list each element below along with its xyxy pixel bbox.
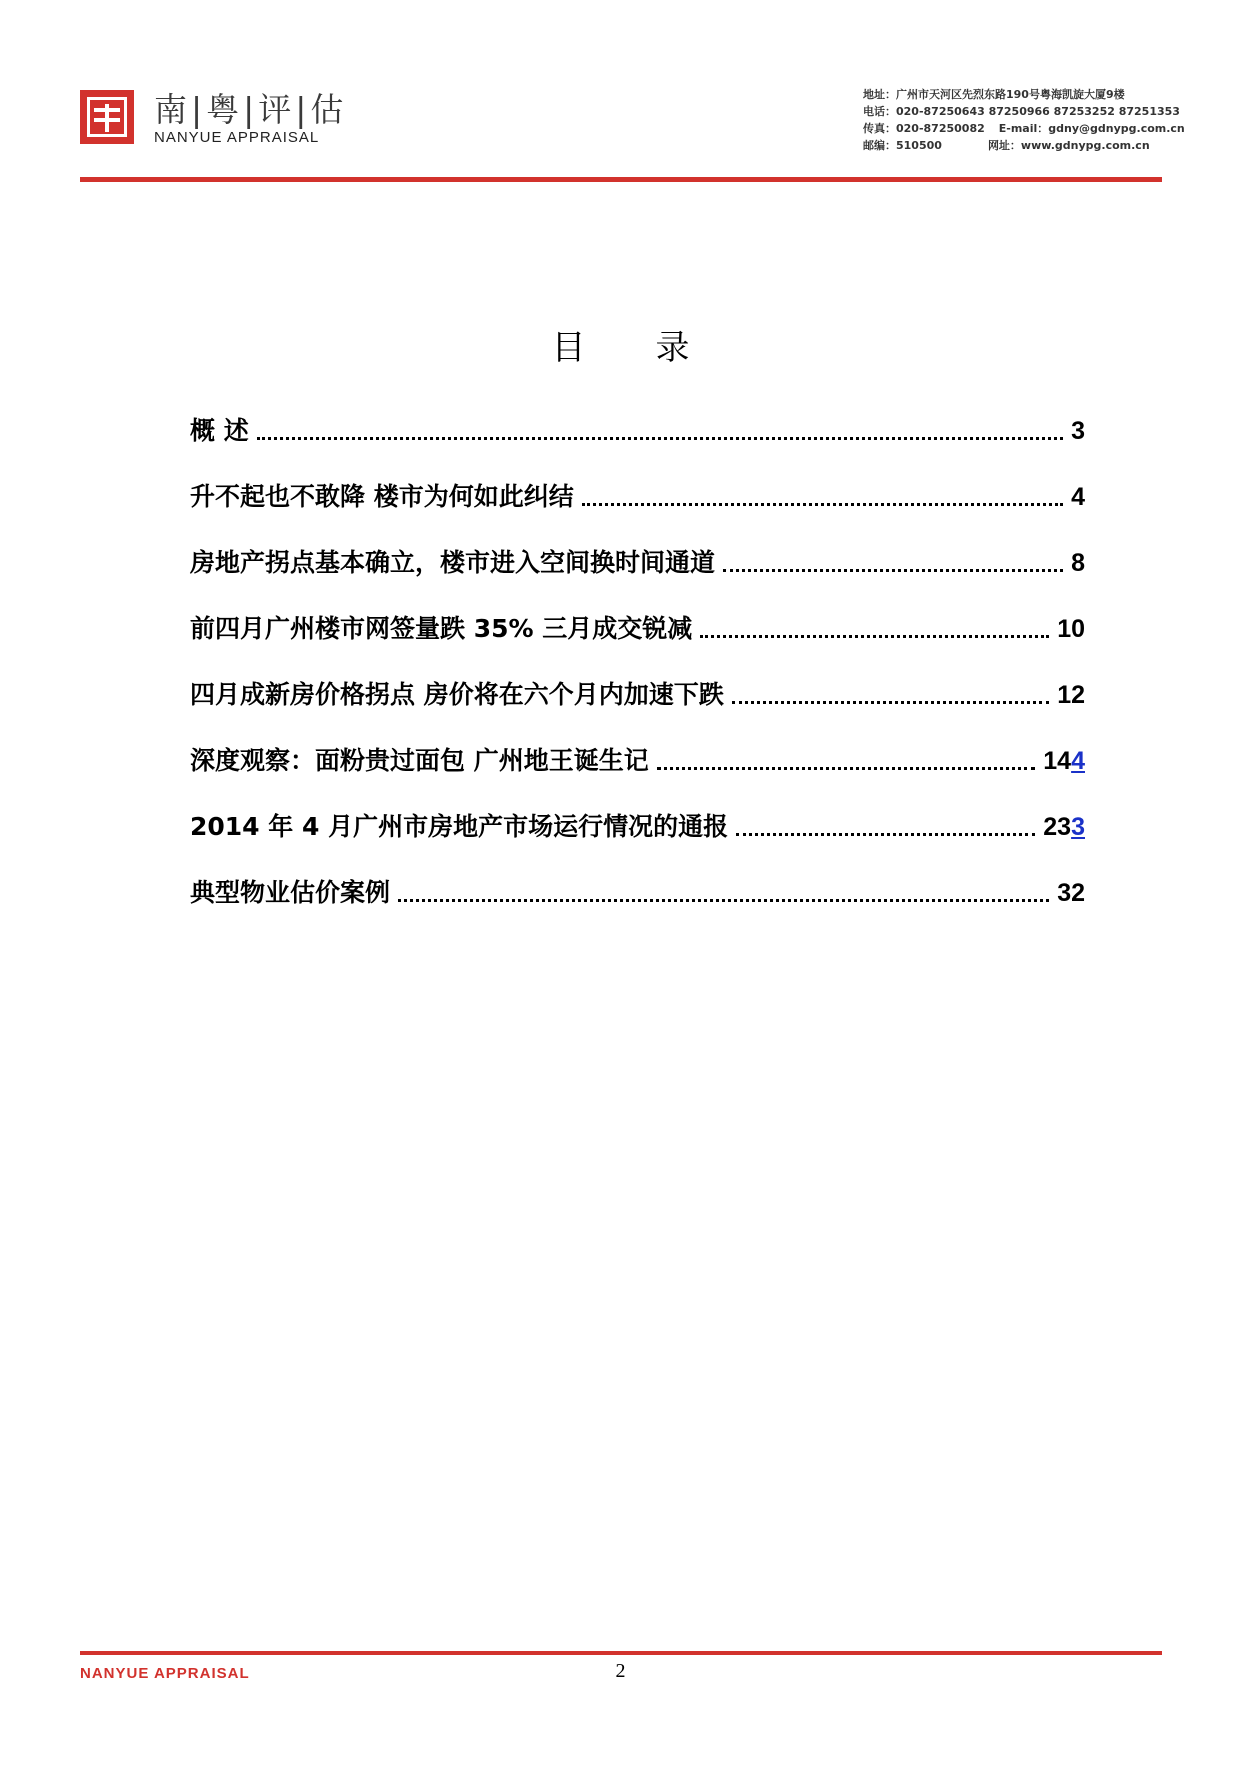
toc-entry-overview[interactable] xyxy=(190,398,1085,464)
toc-entry-page: 8 xyxy=(1071,549,1085,577)
contact-address: 地址：广州市天河区先烈东路190号粤海凯旋大厦9楼 xyxy=(863,88,1125,101)
toc-entry-page: 32 xyxy=(1057,879,1085,907)
header-divider xyxy=(80,177,1162,182)
toc-entry-label: 概 述 xyxy=(190,416,249,445)
toc-title-left: 目 xyxy=(551,328,586,368)
table-of-contents xyxy=(190,398,1085,926)
toc-entry-label: 典型物业估价案例 xyxy=(190,878,391,907)
toc-entry-deep-observation[interactable] xyxy=(190,728,1085,794)
page-link[interactable]: 4 xyxy=(1071,747,1085,775)
page-number: 2 xyxy=(615,1660,626,1682)
dot-leader xyxy=(736,833,1035,836)
contact-email: E-mail：gdny@gdnypg.com.cn xyxy=(998,122,1185,135)
toc-entry-page: 10 xyxy=(1057,615,1085,643)
toc-entry-page: 4 xyxy=(1071,483,1085,511)
toc-title xyxy=(0,328,1241,368)
toc-entry-page: 12 xyxy=(1057,681,1085,709)
contact-postcode-website xyxy=(863,137,1185,154)
toc-entry-turning-point[interactable] xyxy=(190,530,1085,596)
dot-leader xyxy=(723,569,1063,572)
footer-brand: NANYUE APPRAISAL xyxy=(80,1665,250,1682)
toc-entry-page: 144 xyxy=(1043,747,1085,775)
contact-fax-email xyxy=(863,120,1185,137)
toc-entry-label: 四月成新房价格拐点 房价将在六个月内加速下跌 xyxy=(190,680,724,709)
toc-entry-label: 前四月广州楼市网签量跌 35% 三月成交锐减 xyxy=(190,614,693,643)
toc-entry-label: 深度观察：面粉贵过面包 广州地王诞生记 xyxy=(190,746,649,775)
toc-entry-signing-volume[interactable] xyxy=(190,596,1085,662)
toc-entry-page: 3 xyxy=(1071,417,1085,445)
toc-entry-label: 房地产拐点基本确立，楼市进入空间换时间通道 xyxy=(190,548,716,577)
logo-english-name: NANYUE APPRAISAL xyxy=(154,129,320,146)
logo-chinese-name: 南|粤|评|估 xyxy=(154,90,348,129)
contact-phone: 电话：020-87250643 87250966 87253252 87251353 xyxy=(863,105,1180,118)
toc-entry-label: 2014 年 4 月广州市房地产市场运行情况的通报 xyxy=(190,812,729,841)
toc-title-right: 录 xyxy=(655,328,690,368)
dot-leader xyxy=(257,437,1063,440)
toc-entry-price-turning[interactable] xyxy=(190,662,1085,728)
dot-leader xyxy=(657,767,1036,770)
toc-entry-page: 233 xyxy=(1043,813,1085,841)
toc-entry-valuation-cases[interactable] xyxy=(190,860,1085,926)
toc-entry-market-dilemma[interactable] xyxy=(190,464,1085,530)
dot-leader xyxy=(398,899,1049,902)
dot-leader xyxy=(700,635,1049,638)
dot-leader xyxy=(582,503,1063,506)
toc-entry-label: 升不起也不敢降 楼市为何如此纠结 xyxy=(190,482,574,511)
contact-website: 网址：www.gdnypg.com.cn xyxy=(987,139,1150,152)
contact-fax: 传真：020-87250082 xyxy=(863,122,985,135)
contact-info xyxy=(863,86,1185,154)
footer-divider xyxy=(80,1651,1162,1655)
logo-mark-icon xyxy=(80,90,134,144)
toc-entry-april-report[interactable] xyxy=(190,794,1085,860)
dot-leader xyxy=(732,701,1049,704)
contact-postcode: 邮编：510500 xyxy=(863,139,942,152)
page-link[interactable]: 3 xyxy=(1071,813,1085,841)
